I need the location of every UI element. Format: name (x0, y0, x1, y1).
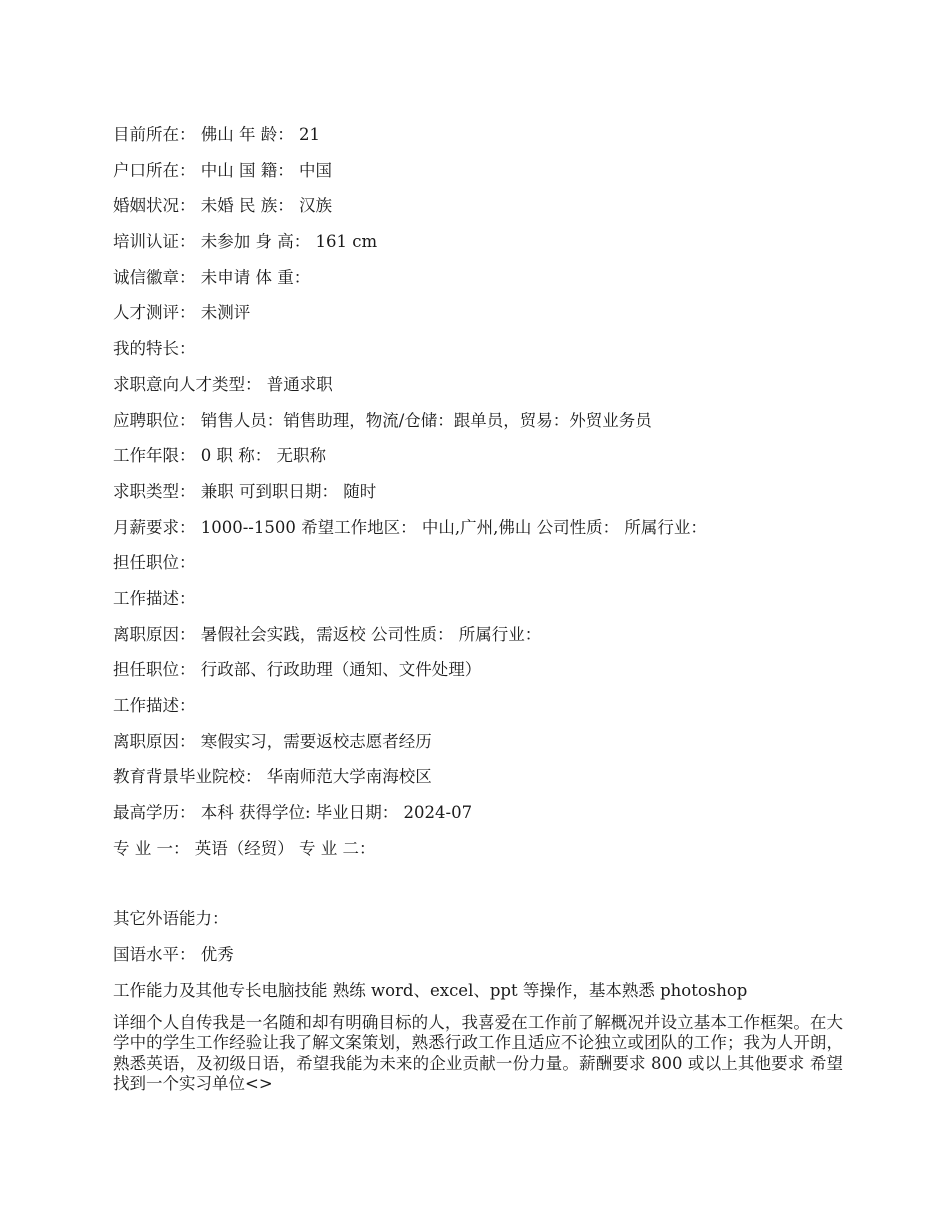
credit-badge-line: 诚信徽章： 未申请 体 重： (113, 267, 311, 287)
section-gap (113, 873, 843, 908)
degree-line: 最高学历： 本科 获得学位: 毕业日期： 2024-07 (113, 803, 473, 823)
hukou-line: 户口所在： 中山 国 籍： 中国 (113, 160, 332, 180)
skills-line: 工作能力及其他专长电脑技能 熟练 word、excel、ppt 等操作，基本熟悉 photoshop (113, 980, 748, 1000)
job-description-line: 工作描述： (113, 696, 196, 715)
location-line: 目前所在： 佛山 年 龄： 21 (113, 125, 320, 144)
experience-years-line: 工作年限： 0 职 称： 无职称 (113, 446, 326, 466)
leave-reason-line: 离职原因： 暑假社会实践，需返校 公司性质： 所属行业： (113, 624, 542, 644)
resume-page (113, 124, 843, 1095)
leave-reason-line: 离职原因： 寒假实习，需要返校志愿者经历 (113, 731, 432, 751)
job-description-line: 工作描述： (113, 588, 196, 608)
job-type-line: 求职类型： 兼职 可到职日期： 随时 (113, 481, 377, 501)
position-held-line: 担任职位： 行政部、行政助理（通知、文件处理） (113, 660, 482, 680)
mandarin-line: 国语水平： 优秀 (113, 945, 234, 965)
talent-eval-line: 人才测评： 未测评 (113, 303, 251, 323)
major-line: 专 业 一： 英语（经贸） 专 业 二： (113, 838, 376, 858)
job-intent-line: 求职意向人才类型： 普通求职 (113, 374, 333, 394)
self-intro-paragraph: 详细个人自传我是一名随和却有明确目标的人，我喜爱在工作前了解概况并设立基本工作框架。在大学中的学生工作经验让我了解文案策划，熟悉行政工作且适应不论独立或团队的工作；我为人开朗，熟悉英语，及初级日语，希望我能为未来的企业贡献一份力量。薪酬要求 800 或以上其他要求 希望找到一个实习单位<> (113, 1012, 843, 1093)
training-line: 培训认证： 未参加 身 高： 161 cm (113, 232, 378, 252)
marital-line: 婚姻状况： 未婚 民 族： 汉族 (113, 196, 332, 216)
salary-line: 月薪要求： 1000--1500 希望工作地区： 中山,广州,佛山 公司性质： 所属行业： (113, 517, 707, 537)
position-held-line: 担任职位： (113, 553, 196, 573)
specialty-line: 我的特长： (113, 339, 196, 359)
education-school-line: 教育背景毕业院校： 华南师范大学南海校区 (113, 767, 432, 787)
positions-line: 应聘职位： 销售人员：销售助理，物流/仓储：跟单员，贸易：外贸业务员 (113, 410, 652, 430)
foreign-language-line: 其它外语能力： (113, 909, 229, 929)
